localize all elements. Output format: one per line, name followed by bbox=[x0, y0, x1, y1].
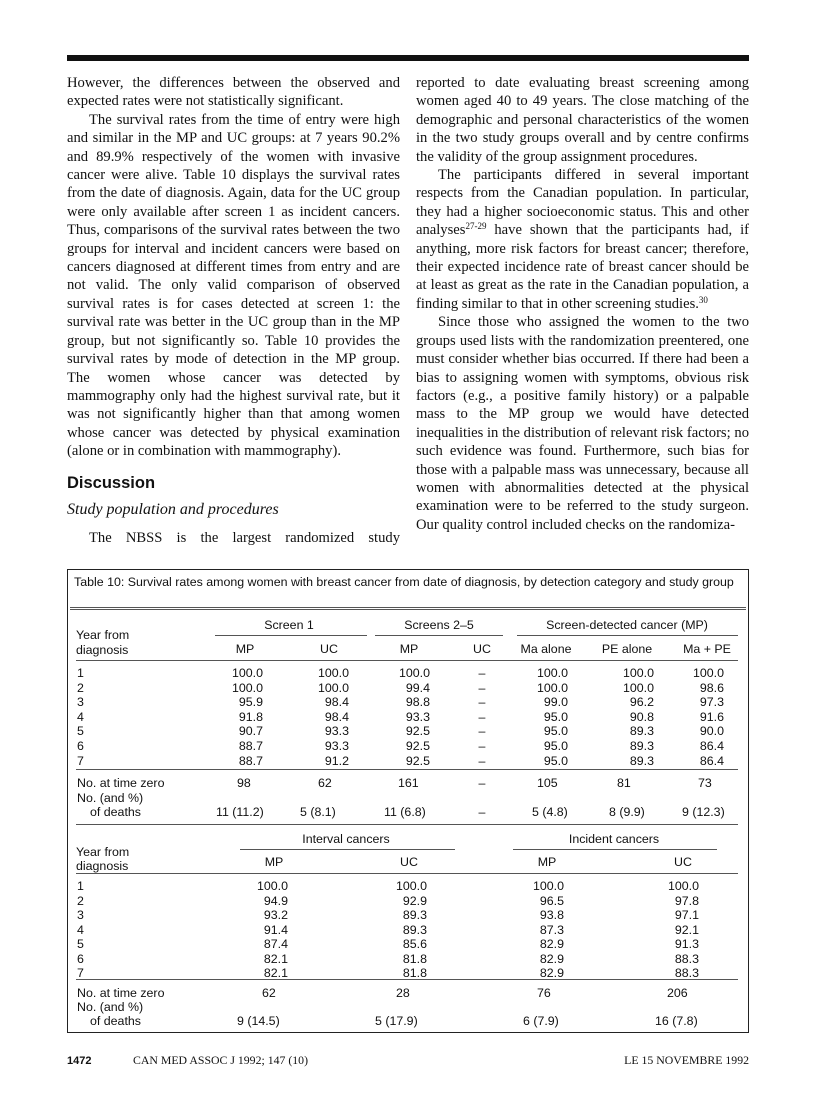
citation: 27-29 bbox=[465, 221, 487, 232]
table-cell: 93.8 bbox=[539, 908, 564, 922]
table-cell: 98.4 bbox=[324, 710, 349, 724]
table-cell: 88.7 bbox=[238, 739, 263, 753]
left-paragraph-2: The survival rates from the time of entry were high and similar in the MP and UC groups: at 7 years 90.2% and 89.9% respectively of the women with invasive cancer were alive. Table 10 displays the survival rates from the date of diagnosis. Again, data for the UC group were only available after screen 1 as incident cancers. Thus, comparisons of the survival rates between the two groups for interval and incident cancers were based on cancers diagnosed at different times from entry and are not valid. The only valid comparison of observed survival rates is for cases detected at screen 1: the survival rate was better in the UC group than in the MP group, but not significantly so. Table 10 provides the survival rates by mode of detection in the MP group. The women whose cancer was detected by mammography only had the highest survival rate, but it was not significantly higher than that among women whose cancer was detected by physical examination (alone or in combination with mammography). bbox=[67, 111, 400, 460]
table-cell: 11 (6.8) bbox=[384, 805, 426, 819]
table-cell: 82.9 bbox=[539, 937, 564, 951]
table-cell: 92.9 bbox=[402, 894, 427, 908]
table-cell: 100.0 bbox=[398, 666, 430, 680]
table-cell: – bbox=[478, 681, 486, 695]
right-paragraph-2 bbox=[416, 166, 749, 313]
row-label: 3 bbox=[77, 908, 84, 922]
table-cell: 5 (4.8) bbox=[532, 805, 568, 819]
table-cell: 9 (14.5) bbox=[237, 1014, 280, 1028]
table-cell: 81 bbox=[617, 776, 631, 790]
row-label: of deaths bbox=[90, 805, 141, 819]
caption-rule bbox=[70, 607, 746, 610]
table-cell: 16 (7.8) bbox=[655, 1014, 698, 1028]
table-cell: 100.0 bbox=[317, 666, 349, 680]
section-heading: Discussion bbox=[67, 473, 156, 492]
row-label: 1 bbox=[77, 666, 84, 680]
column-header: MP bbox=[537, 855, 557, 869]
table-rule bbox=[76, 824, 738, 825]
table-cell: 62 bbox=[318, 776, 332, 790]
column-group-header: Screen 1 bbox=[264, 618, 314, 632]
row-label: 6 bbox=[77, 952, 84, 966]
table-cell: 100.0 bbox=[622, 681, 654, 695]
column-header: Ma alone bbox=[520, 642, 572, 656]
row-label: 4 bbox=[77, 710, 84, 724]
table-cell: 87.4 bbox=[263, 937, 288, 951]
journal-citation: CAN MED ASSOC J 1992; 147 (10) bbox=[133, 1053, 309, 1067]
table-cell: 28 bbox=[396, 986, 410, 1000]
table-cell: – bbox=[478, 710, 486, 724]
column-group-header: Screen-detected cancer (MP) bbox=[546, 618, 708, 632]
table-cell: 82.9 bbox=[539, 952, 564, 966]
table-rule bbox=[240, 849, 455, 850]
table-cell: 100.0 bbox=[317, 681, 349, 695]
right-column bbox=[416, 74, 749, 534]
right-paragraph-3: Since those who assigned the women to the two groups used lists with the randomization preentered, one must consider whether bias occurred. If there had been a bias to assigning women with symptoms, obvious risk factors (e.g., a positive family history) or a palpable mass to the MP group we would have detected inequalities in the distribution of relevant risk factors; no such evidence was found. Furthermore, such bias for those with a palpable mass was unnecessary, because all women with abnormalities detected at the physical examination were to be referred to the study surgeon. Our quality control included checks on the randomiza- bbox=[416, 314, 749, 533]
column-header: MP bbox=[399, 642, 419, 656]
table-cell: 88.3 bbox=[674, 952, 699, 966]
table-rule bbox=[375, 635, 503, 636]
row-label: 6 bbox=[77, 739, 84, 753]
table-cell: 93.3 bbox=[324, 739, 349, 753]
column-header: UC bbox=[400, 855, 418, 869]
citation: 30 bbox=[698, 294, 708, 305]
table-cell: – bbox=[478, 666, 486, 680]
table-cell: 100.0 bbox=[532, 879, 564, 893]
row-label: 7 bbox=[77, 754, 84, 768]
column-header: UC bbox=[320, 642, 338, 656]
table-cell: 96.5 bbox=[539, 894, 564, 908]
table-cell: 94.9 bbox=[263, 894, 288, 908]
page-number bbox=[67, 1053, 91, 1068]
table-cell: 91.6 bbox=[699, 710, 724, 724]
table-cell: 100.0 bbox=[256, 879, 288, 893]
table-cell: 5 (17.9) bbox=[375, 1014, 418, 1028]
table-cell: 100.0 bbox=[231, 666, 263, 680]
stub-header: diagnosis bbox=[76, 643, 129, 657]
table-cell: 206 bbox=[667, 986, 688, 1000]
table-cell: 92.5 bbox=[405, 754, 430, 768]
survival-table bbox=[67, 569, 749, 1033]
table-cell: – bbox=[478, 739, 486, 753]
table-cell: 89.3 bbox=[629, 739, 654, 753]
table-cell: 95.9 bbox=[238, 695, 263, 709]
table-rule bbox=[513, 849, 717, 850]
column-header: MP bbox=[264, 855, 284, 869]
table-cell: 92.5 bbox=[405, 724, 430, 738]
table-cell: 96.2 bbox=[629, 695, 654, 709]
table-cell: 93.3 bbox=[405, 710, 430, 724]
left-paragraph-3: The NBSS is the largest randomized study bbox=[89, 530, 400, 547]
table-cell: 99.0 bbox=[543, 695, 568, 709]
text-run: The participants differed in several important respects from the Canadian population. In particular, they had a higher socioeconomic status. This and other analyses bbox=[416, 167, 749, 239]
table-rule bbox=[215, 635, 367, 636]
right-paragraph-1: reported to date evaluating breast screening among women aged 40 to 49 years. The close matching of the demographic and personal characteristics of the women in the two study groups overall and by centre confirms the validity of the group assignment procedures. bbox=[416, 75, 749, 165]
column-header: PE alone bbox=[601, 642, 653, 656]
table-cell: 89.3 bbox=[402, 923, 427, 937]
table-cell: 92.5 bbox=[405, 739, 430, 753]
left-paragraph-1: However, the differences between the observed and expected rates were not statistically significant. bbox=[67, 75, 400, 110]
column-header: MP bbox=[235, 642, 255, 656]
column-group-header: Incident cancers bbox=[568, 832, 660, 846]
table-cell: – bbox=[478, 754, 486, 768]
table-cell: 5 (8.1) bbox=[300, 805, 336, 819]
table-cell: 98 bbox=[237, 776, 251, 790]
table-cell: 88.7 bbox=[238, 754, 263, 768]
row-label: 3 bbox=[77, 695, 84, 709]
page-number-text: 1472 bbox=[67, 1055, 92, 1067]
table-cell: 81.8 bbox=[402, 966, 427, 980]
table-cell: – bbox=[478, 805, 486, 819]
column-group-header: Interval cancers bbox=[302, 832, 390, 846]
table-cell: 8 (9.9) bbox=[609, 805, 645, 819]
table-cell: 6 (7.9) bbox=[523, 1014, 559, 1028]
table-cell: 97.3 bbox=[699, 695, 724, 709]
column-group-header: Screens 2–5 bbox=[404, 618, 474, 632]
table-cell: – bbox=[478, 695, 486, 709]
table-cell: 93.2 bbox=[263, 908, 288, 922]
issue-date: LE 15 NOVEMBRE 1992 bbox=[624, 1053, 749, 1067]
row-label: 5 bbox=[77, 724, 84, 738]
table-cell: 82.9 bbox=[539, 966, 564, 980]
table-cell: 85.6 bbox=[402, 937, 427, 951]
table-rule bbox=[76, 979, 738, 980]
table-cell: 73 bbox=[698, 776, 712, 790]
table-cell: 105 bbox=[537, 776, 558, 790]
table-cell: 90.8 bbox=[629, 710, 654, 724]
row-label: 4 bbox=[77, 923, 84, 937]
table-cell: 81.8 bbox=[402, 952, 427, 966]
row-label: 1 bbox=[77, 879, 84, 893]
table-cell: 90.0 bbox=[699, 724, 724, 738]
table-cell: 92.1 bbox=[674, 923, 699, 937]
stub-header: Year from bbox=[76, 845, 130, 859]
table-cell: 95.0 bbox=[543, 739, 568, 753]
table-cell: 100.0 bbox=[536, 681, 568, 695]
table-cell: 91.3 bbox=[674, 937, 699, 951]
table-cell: 97.1 bbox=[674, 908, 699, 922]
column-header: UC bbox=[674, 855, 692, 869]
table-cell: 95.0 bbox=[543, 710, 568, 724]
row-label: No. at time zero bbox=[77, 986, 165, 1000]
table-cell: 100.0 bbox=[622, 666, 654, 680]
table-cell: 91.8 bbox=[238, 710, 263, 724]
table-cell: 95.0 bbox=[543, 754, 568, 768]
table-cell: 89.3 bbox=[629, 724, 654, 738]
table-cell: 161 bbox=[398, 776, 419, 790]
table-cell: 90.7 bbox=[238, 724, 263, 738]
table-cell: 76 bbox=[537, 986, 551, 1000]
table-cell: 98.6 bbox=[699, 681, 724, 695]
row-label: 2 bbox=[77, 894, 84, 908]
table-cell: 82.1 bbox=[263, 966, 288, 980]
table-cell: 9 (12.3) bbox=[682, 805, 725, 819]
table-cell: 100.0 bbox=[667, 879, 699, 893]
table-cell: 93.3 bbox=[324, 724, 349, 738]
table-cell: 91.2 bbox=[324, 754, 349, 768]
row-label: No. (and %) bbox=[77, 791, 144, 805]
table-cell: 88.3 bbox=[674, 966, 699, 980]
row-label: of deaths bbox=[90, 1014, 141, 1028]
table-cell: 100.0 bbox=[692, 666, 724, 680]
table-cell: 100.0 bbox=[231, 681, 263, 695]
table-cell: 95.0 bbox=[543, 724, 568, 738]
table-cell: 99.4 bbox=[405, 681, 430, 695]
stub-header: Year from bbox=[76, 628, 130, 642]
table-rule bbox=[517, 635, 738, 636]
table-caption: Table 10: Survival rates among women with breast cancer from date of diagnosis, by detection category and study group bbox=[74, 575, 734, 589]
table-rule bbox=[76, 660, 738, 661]
table-cell: 97.8 bbox=[674, 894, 699, 908]
table-cell: 82.1 bbox=[263, 952, 288, 966]
table-cell: 98.8 bbox=[405, 695, 430, 709]
table-rule bbox=[76, 873, 738, 874]
row-label: 5 bbox=[77, 937, 84, 951]
stub-header: diagnosis bbox=[76, 859, 129, 873]
table-cell: – bbox=[478, 776, 486, 790]
row-label: 2 bbox=[77, 681, 84, 695]
table-cell: 62 bbox=[262, 986, 276, 1000]
table-cell: 87.3 bbox=[539, 923, 564, 937]
top-rule bbox=[67, 55, 749, 61]
row-label: No. at time zero bbox=[77, 776, 165, 790]
table-rule bbox=[76, 769, 738, 770]
table-cell: 11 (11.2) bbox=[216, 805, 264, 819]
table-cell: 91.4 bbox=[263, 923, 288, 937]
subsection-heading: Study population and procedures bbox=[67, 500, 279, 518]
text-run: have shown that the participants had, if anything, more risk factors for breast cancer; therefore, their expected incidence rate of breast cancer should be at least as great as the rate in the Canadian population, a finding similar to that in other screening studies. bbox=[416, 222, 749, 312]
row-label: 7 bbox=[77, 966, 84, 980]
left-column bbox=[67, 74, 400, 548]
table-cell: 89.3 bbox=[629, 754, 654, 768]
row-label: No. (and %) bbox=[77, 1000, 144, 1014]
column-header: UC bbox=[473, 642, 491, 656]
table-cell: 98.4 bbox=[324, 695, 349, 709]
table-cell: 86.4 bbox=[699, 754, 724, 768]
table-cell: 100.0 bbox=[395, 879, 427, 893]
table-cell: – bbox=[478, 724, 486, 738]
column-header: Ma + PE bbox=[683, 642, 731, 656]
table-cell: 86.4 bbox=[699, 739, 724, 753]
table-cell: 100.0 bbox=[536, 666, 568, 680]
table-cell: 89.3 bbox=[402, 908, 427, 922]
